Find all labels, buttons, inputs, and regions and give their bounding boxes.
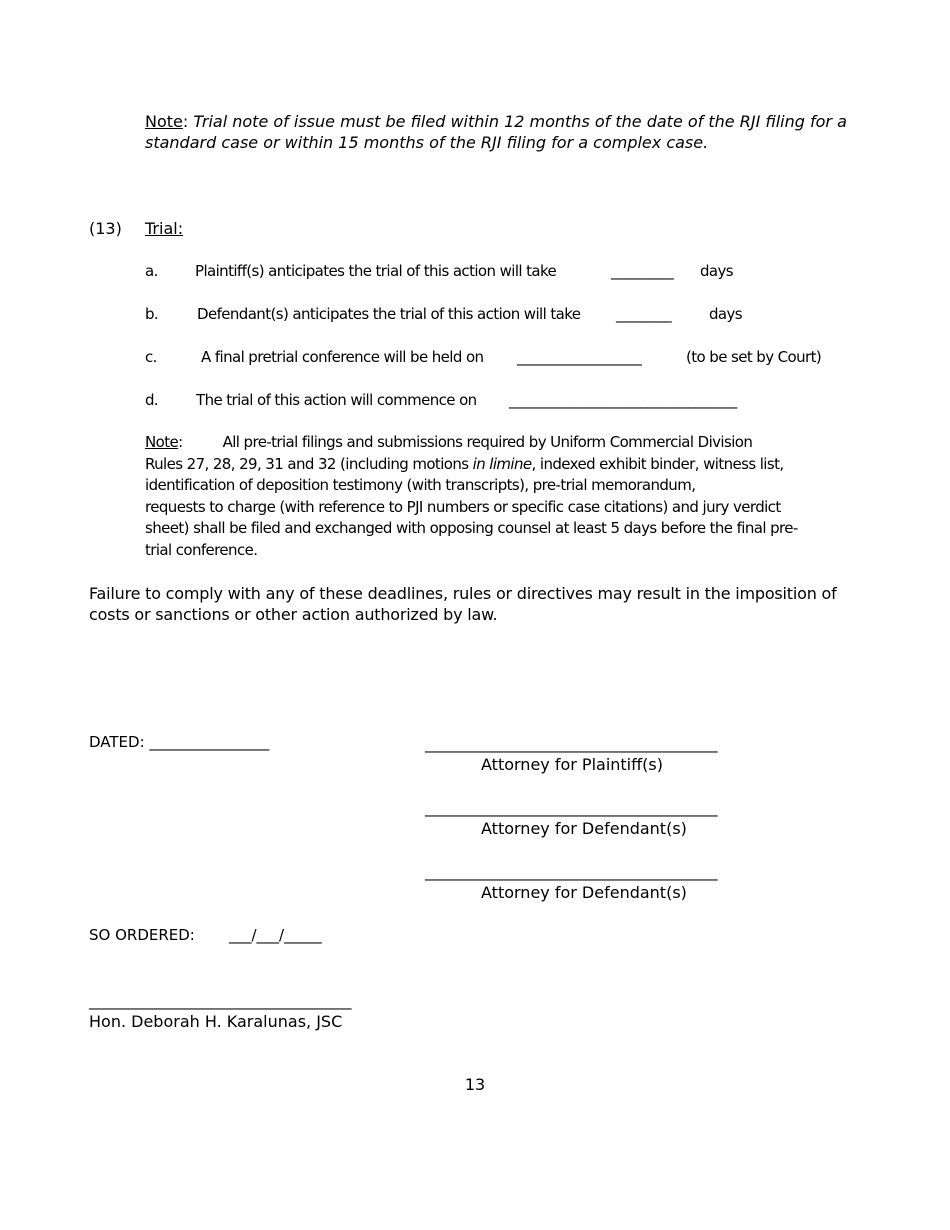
- note-trial-text-2c: , indexed exhibit binder, witness list,: [531, 455, 784, 473]
- section-number: (13): [89, 219, 122, 238]
- note-trial-line1: Note: All pre-trial filings and submissions required by Uniform Commercial Division: [145, 433, 753, 451]
- item-b-suffix: days: [709, 305, 743, 323]
- failure-text-1: Failure to comply with any of these deadlines, rules or directives may result in the imposition of: [89, 584, 837, 603]
- so-ordered-date-blank: ___/___/_____: [229, 926, 322, 944]
- dated-label: DATED:: [89, 733, 145, 751]
- so-ordered-label: SO ORDERED:: [89, 926, 195, 944]
- note-label: Note: [145, 112, 183, 131]
- item-a-suffix: days: [700, 262, 734, 280]
- signature-label-defendant-1: Attorney for Defendant(s): [481, 819, 687, 838]
- note-top-line1: Note: Trial note of issue must be filed within 12 months of the date of the RJI filing for a: [145, 112, 847, 131]
- item-d-letter: d.: [145, 391, 159, 409]
- item-a-blank: _________: [611, 262, 674, 280]
- item-c-suffix: (to be set by Court): [686, 348, 822, 366]
- item-b-blank: ________: [616, 305, 672, 323]
- signature-line-defendant-1: _______________________________________: [425, 799, 718, 817]
- note-top-text-2: standard case or within 15 months of the RJI filing for a complex case.: [145, 133, 709, 152]
- item-a-text: Plaintiff(s) anticipates the trial of this action will take: [195, 262, 557, 280]
- section-title: Trial:: [145, 219, 184, 238]
- failure-text-2: costs or sanctions or other action authorized by law.: [89, 605, 498, 624]
- note-trial-text-2a: Rules 27, 28, 29, 31 and 32 (including motions: [145, 455, 473, 473]
- judge-name: Hon. Deborah H. Karalunas, JSC: [89, 1012, 343, 1031]
- dated-blank: ________________: [149, 733, 270, 751]
- note-trial-text-6: trial conference.: [145, 541, 258, 559]
- note-trial-text-1: All pre-trial filings and submissions required by Uniform Commercial Division: [222, 433, 753, 451]
- note-trial-in-limine: in limine: [472, 455, 532, 473]
- note-trial-text-4: requests to charge (with reference to PJI numbers or specific case citations) and jury verdict: [145, 498, 781, 516]
- signature-line-defendant-2: _______________________________________: [425, 863, 718, 881]
- page-number: 13: [464, 1075, 486, 1094]
- item-d-blank: _________________________________: [509, 391, 737, 409]
- dated-line: [89, 732, 269, 753]
- signature-line-plaintiff: _______________________________________: [425, 735, 718, 753]
- judge-signature-line: ___________________________________: [89, 992, 352, 1010]
- item-a-letter: a.: [145, 262, 158, 280]
- item-b-letter: b.: [145, 305, 159, 323]
- signature-label-plaintiff: Attorney for Plaintiff(s): [481, 755, 663, 774]
- note-top-text-1: Trial note of issue must be filed within 12 months of the date of the RJI filing for a: [193, 112, 847, 131]
- item-c-text: A final pretrial conference will be held on: [201, 348, 484, 366]
- note-trial-text-3: identification of deposition testimony (with transcripts), pre-trial memorandum,: [145, 476, 696, 494]
- note-trial-line2: [145, 454, 784, 475]
- note-trial-text-5: sheet) shall be filed and exchanged with opposing counsel at least 5 days before the final pre-: [145, 519, 798, 537]
- item-c-letter: c.: [145, 348, 157, 366]
- item-b-text: Defendant(s) anticipates the trial of this action will take: [197, 305, 581, 323]
- item-c-blank: __________________: [517, 348, 642, 366]
- signature-label-defendant-2: Attorney for Defendant(s): [481, 883, 687, 902]
- note-trial-label: Note: [145, 433, 179, 451]
- item-d-text: The trial of this action will commence on: [196, 391, 477, 409]
